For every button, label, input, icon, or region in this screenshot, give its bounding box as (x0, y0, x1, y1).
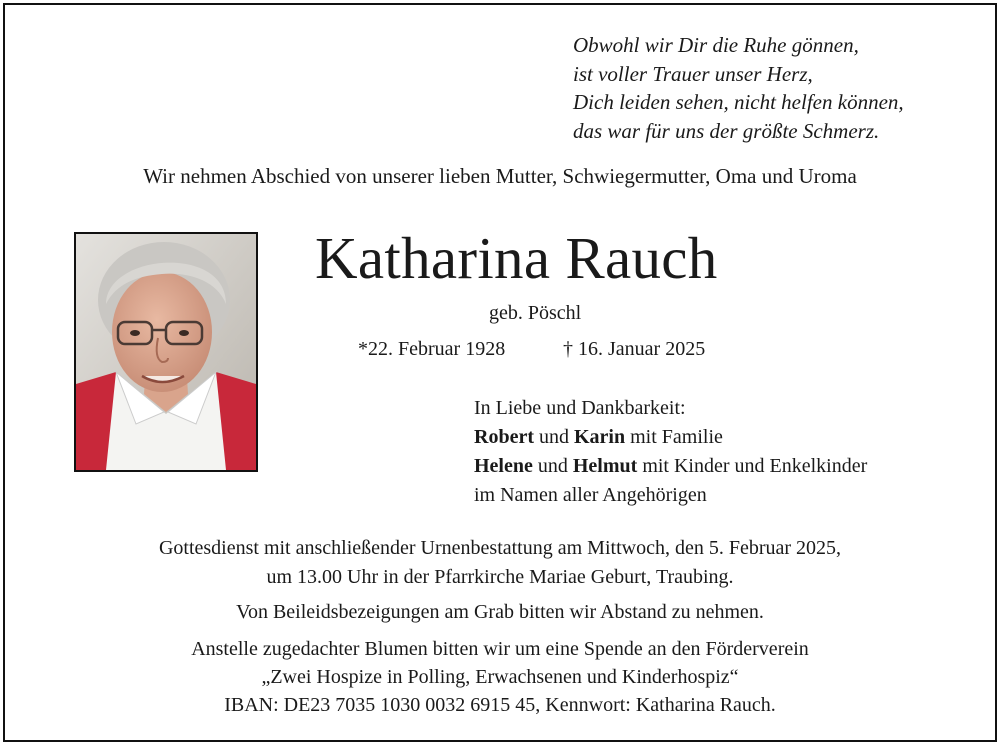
service-line: um 13.00 Uhr in der Pfarrkirche Mariae Geburt, Traubing. (266, 566, 734, 588)
mourner-name: Helene (474, 455, 533, 477)
mourner-name: Helmut (572, 455, 638, 477)
condolence-notice: Von Beileidsbezeigungen am Grab bitten wir Abstand zu nehmen. (236, 601, 764, 623)
birth-date: *22. Februar 1928 (358, 338, 506, 360)
mourners-line (474, 423, 867, 452)
deceased-name: Katharina Rauch (315, 225, 718, 291)
mourner-name: Robert (474, 426, 534, 448)
service-details (0, 534, 1000, 592)
poem-line: Dich leiden sehen, nicht helfen können, (573, 90, 904, 114)
mourner-conjunction: und (532, 455, 573, 477)
portrait-photo (74, 232, 258, 472)
mourner-suffix: mit Kinder und Enkelkinder (637, 455, 868, 477)
poem-line: Obwohl wir Dir die Ruhe gönnen, (573, 33, 859, 57)
mourner-conjunction: und (533, 426, 574, 448)
donation-line: IBAN: DE23 7035 1030 0032 6915 45, Kennwort: Katharina Rauch. (224, 694, 776, 716)
mourners-line (474, 452, 867, 481)
service-line: Gottesdienst mit anschließender Urnenbestattung am Mittwoch, den 5. Februar 2025, (158, 537, 842, 559)
poem-line: das war für uns der größte Schmerz. (573, 118, 880, 143)
donation-request (0, 635, 1000, 719)
donation-line: „Zwei Hospize in Polling, Erwachsenen und Kinderhospiz“ (261, 666, 739, 688)
poem-line: ist voller Trauer unser Herz, (573, 61, 813, 86)
mourner-name: Karin (573, 426, 626, 448)
donation-line: Anstelle zugedachter Blumen bitten wir um eine Spende an den Förderverein (191, 638, 809, 660)
mourners-intro: In Liebe und Dankbarkeit: (474, 397, 686, 419)
mourners-block (474, 394, 867, 510)
death-date: † 16. Januar 2025 (563, 338, 706, 360)
mourner-suffix: mit Familie (625, 426, 723, 448)
mourners-closing: im Namen aller Angehörigen (474, 484, 707, 506)
farewell-intro: Wir nehmen Abschied von unserer lieben Mutter, Schwiegermutter, Oma und Uroma (143, 164, 857, 188)
maiden-name: geb. Pöschl (489, 302, 582, 324)
poem (573, 31, 904, 145)
